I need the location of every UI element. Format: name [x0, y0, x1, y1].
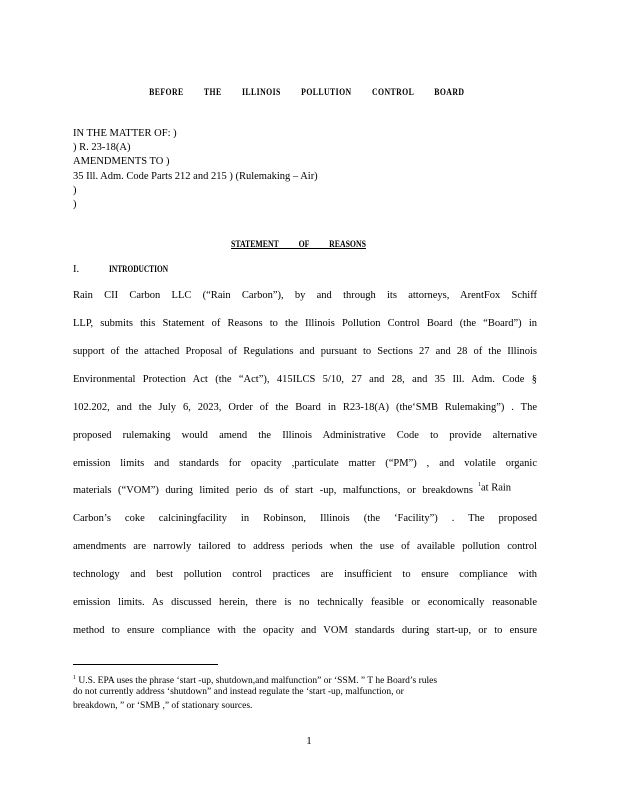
section-number: I.	[73, 264, 80, 275]
footnote-marker: 1	[73, 675, 76, 681]
caption-line-1: IN THE MATTER OF: )	[73, 128, 177, 139]
footnote-line-2: do not currently address ‘shutdown” and instead regulate the ‘start -up, malfunction, or	[73, 687, 404, 697]
body-line: method to ensure compliance with the opacity and VOM standards during start-up, or to ensure	[73, 625, 537, 636]
page-number: 1	[306, 735, 312, 747]
body-line: LLP, submits this Statement of Reasons to the Illinois Pollution Control Board (the “Board”) in	[73, 318, 537, 329]
statement-title: STATEMENT OF REASONS	[231, 240, 366, 250]
caption-line-4: 35 Ill. Adm. Code Parts 212 and 215 ) (Rulemaking – Air)	[73, 171, 318, 182]
footnote-ref-suffix: at Rain	[481, 482, 512, 494]
caption-line-5: )	[73, 185, 77, 196]
footnote-divider	[73, 664, 218, 665]
caption-line-3: AMENDMENTS TO )	[73, 156, 170, 167]
body-line: technology and best pollution control practices are insufficient to ensure compliance with	[73, 569, 537, 580]
body-line: Rain CII Carbon LLC (“Rain Carbon”), by and through its attorneys, ArentFox Schiff	[73, 290, 537, 301]
board-title: BEFORE THE ILLINOIS POLLUTION CONTROL BOARD	[149, 88, 465, 98]
body-line: amendments are narrowly tailored to address periods when the use of available pollution control	[73, 541, 537, 552]
body-line: support of the attached Proposal of Regulations and pursuant to Sections 27 and 28 of the Illinois	[73, 346, 537, 357]
footnote-reference	[478, 482, 511, 494]
body-line: materials (“VOM”) during limited perio ds of start -up, malfunctions, or breakdowns	[73, 485, 473, 496]
body-line: emission limits and standards for opacity ,particulate matter (“PM”) , and volatile organic	[73, 458, 537, 469]
body-line: emission limits. As discussed herein, there is no technically feasible or economically reasonable	[73, 597, 537, 608]
caption-line-2: ) R. 23-18(A)	[73, 142, 131, 153]
body-line: proposed rulemaking would amend the Illinois Administrative Code to provide alternative	[73, 430, 537, 441]
section-heading	[73, 264, 181, 275]
body-line: Environmental Protection Act (the “Act”), 415ILCS 5/10, 27 and 28, and 35 Ill. Adm. Code §	[73, 374, 537, 385]
body-line: 102.202, and the July 6, 2023, Order of the Board in R23-18(A) (the‘SMB Rulemaking”) . The	[73, 402, 537, 413]
caption-line-6: )	[73, 199, 77, 210]
body-line: Carbon’s coke calciningfacility in Robinson, Illinois (the ‘Facility”) . The proposed	[73, 513, 537, 524]
section-title: INTRODUCTION	[109, 264, 169, 274]
footnote-text-1: U.S. EPA uses the phrase ‘start -up, shutdown,and malfunction” or ‘SSM. ” T he Board’s rules	[76, 676, 438, 687]
footnote-ref-marker: 1	[478, 482, 481, 488]
footnote-line-3: breakdown, ” or ‘SMB ,” of stationary sources.	[73, 701, 253, 711]
